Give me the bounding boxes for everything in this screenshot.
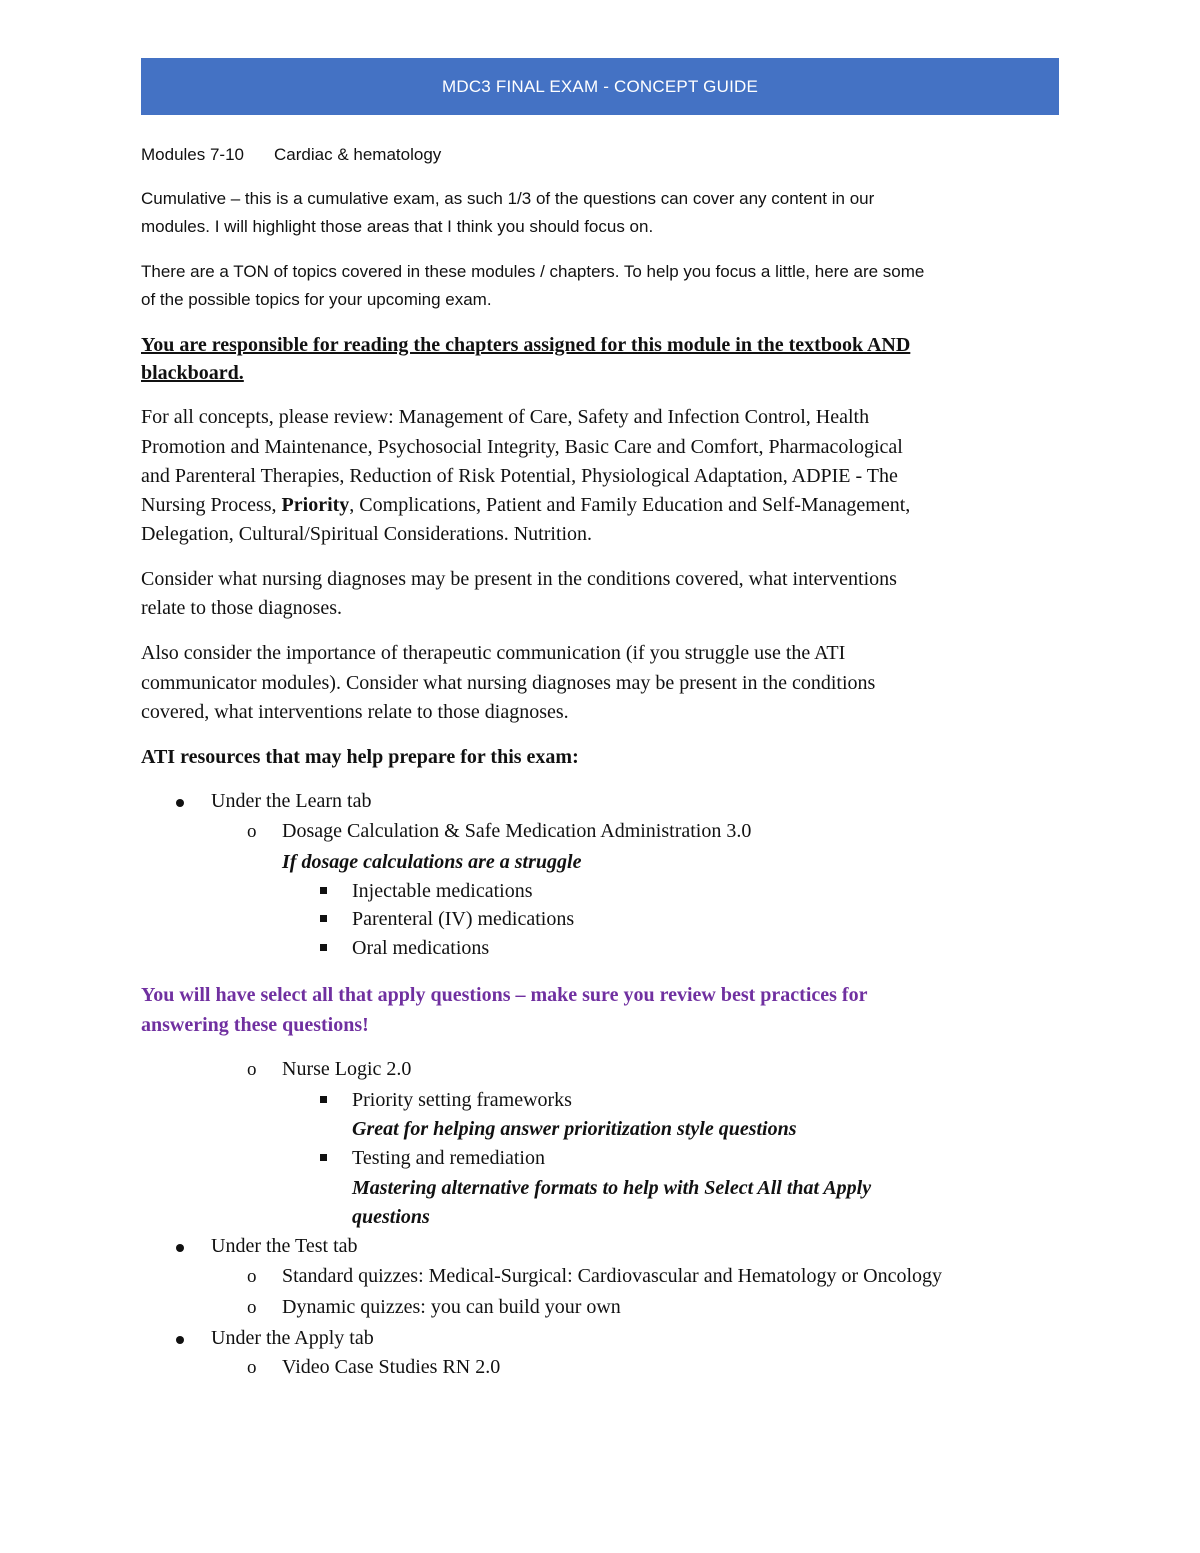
- concepts-line-4-b: , Complications, Patient and Family Education and Self-Management,: [349, 494, 911, 516]
- parenteral-item: Parenteral (IV) medications: [352, 908, 575, 930]
- concepts-line-1: For all concepts, please review: Management of Care, Safety and Infection Control, Health: [141, 406, 870, 428]
- circle-bullet-icon: o: [247, 1266, 257, 1287]
- square-bullet-icon: [320, 1154, 327, 1161]
- standard-quizzes-item: Standard quizzes: Medical-Surgical: Cardiovascular and Hematology or Oncology: [282, 1265, 942, 1287]
- testing-item: Testing and remediation: [352, 1147, 545, 1169]
- header-banner: [141, 58, 1059, 115]
- modules-line: [141, 145, 441, 165]
- diagnoses-line-1: Consider what nursing diagnoses may be present in the conditions covered, what interventions: [141, 568, 897, 590]
- communication-line-2: communicator modules). Consider what nursing diagnoses may be present in the conditions: [141, 672, 876, 694]
- ati-heading: ATI resources that may help prepare for this exam:: [141, 746, 579, 768]
- responsible-line-1: You are responsible for reading the chapters assigned for this module in the textbook AND: [141, 334, 911, 356]
- test-tab-item: Under the Test tab: [211, 1235, 358, 1257]
- dynamic-quizzes-item: Dynamic quizzes: you can build your own: [282, 1296, 621, 1318]
- sata-note-line-2: answering these questions!: [141, 1014, 369, 1036]
- nurse-logic-item: Nurse Logic 2.0: [282, 1058, 412, 1080]
- topics-line-2: of the possible topics for your upcoming exam.: [141, 290, 492, 309]
- topics-line-1: There are a TON of topics covered in these modules / chapters. To help you focus a little, here are some: [141, 262, 925, 281]
- square-bullet-icon: [320, 944, 327, 951]
- oral-item: Oral medications: [352, 937, 490, 959]
- circle-bullet-icon: o: [247, 1297, 257, 1318]
- square-bullet-icon: [320, 1096, 327, 1103]
- priority-frameworks-item: Priority setting frameworks: [352, 1089, 572, 1111]
- testing-note-line-1: Mastering alternative formats to help with Select All that Apply: [352, 1177, 872, 1199]
- page-title: MDC3 FINAL EXAM - CONCEPT GUIDE: [441, 76, 759, 96]
- dosage-item: Dosage Calculation & Safe Medication Administration 3.0: [282, 820, 752, 842]
- bullet-dot-icon: [176, 799, 184, 807]
- cumulative-line-1: Cumulative – this is a cumulative exam, as such 1/3 of the questions can cover any content in our: [141, 189, 875, 208]
- dosage-note: If dosage calculations are a struggle: [282, 851, 582, 873]
- circle-bullet-icon: o: [247, 821, 257, 842]
- square-bullet-icon: [320, 915, 327, 922]
- concepts-line-4-a: Nursing Process,: [141, 494, 282, 516]
- diagnoses-line-2: relate to those diagnoses.: [141, 597, 343, 619]
- circle-bullet-icon: o: [247, 1059, 257, 1080]
- concepts-line-4: [141, 494, 910, 517]
- circle-bullet-icon: o: [247, 1357, 257, 1378]
- concepts-line-5: Delegation, Cultural/Spiritual Considerations. Nutrition.: [141, 523, 593, 545]
- video-case-studies-item: Video Case Studies RN 2.0: [282, 1356, 501, 1378]
- square-bullet-icon: [320, 887, 327, 894]
- modules-topic: Cardiac & hematology: [274, 145, 442, 164]
- concepts-line-2: Promotion and Maintenance, Psychosocial Integrity, Basic Care and Comfort, Pharmacological: [141, 436, 903, 458]
- bullet-dot-icon: [176, 1244, 184, 1252]
- responsible-line-2: blackboard.: [141, 362, 244, 384]
- sata-note-line-1: You will have select all that apply questions – make sure you review best practices for: [141, 984, 868, 1006]
- learn-tab-item: Under the Learn tab: [211, 790, 372, 812]
- communication-line-3: covered, what interventions relate to those diagnoses.: [141, 701, 569, 723]
- priority-note: Great for helping answer prioritization style questions: [352, 1118, 797, 1140]
- injectable-item: Injectable medications: [352, 880, 533, 902]
- concepts-line-3: and Parenteral Therapies, Reduction of Risk Potential, Physiological Adaptation, ADPIE - The: [141, 465, 898, 487]
- priority-word: Priority: [281, 494, 350, 516]
- apply-tab-item: Under the Apply tab: [211, 1327, 374, 1349]
- cumulative-line-2: modules. I will highlight those areas that I think you should focus on.: [141, 217, 654, 236]
- communication-line-1: Also consider the importance of therapeutic communication (if you struggle use the ATI: [141, 642, 846, 664]
- testing-note-line-2: questions: [352, 1206, 430, 1228]
- modules-label: Modules 7-10: [141, 145, 245, 164]
- bullet-dot-icon: [176, 1336, 184, 1344]
